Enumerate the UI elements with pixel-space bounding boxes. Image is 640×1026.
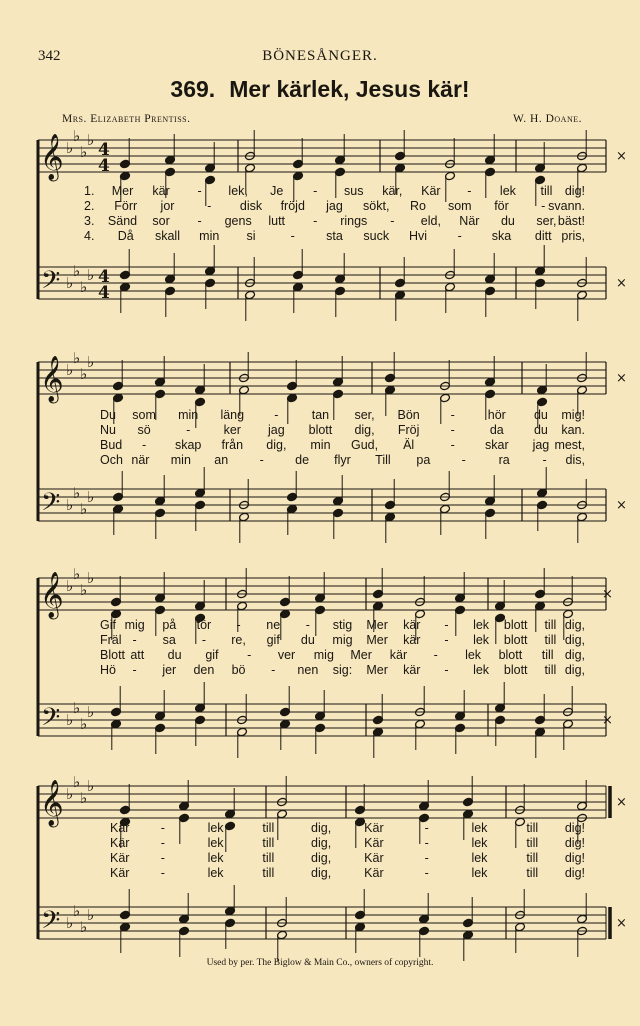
lyric-hyphen: - [450, 408, 455, 422]
lyric-syllable: till [526, 851, 539, 865]
lyric-hyphen: - [433, 648, 438, 662]
lyric-hyphen: - [207, 199, 212, 213]
lyric-syllable: dig! [564, 836, 585, 850]
lyric-syllable: du [533, 423, 548, 437]
lyric-syllable: Kär [110, 851, 130, 865]
lyric-syllable: på [162, 618, 177, 632]
flat-icon: ♭ [80, 500, 88, 518]
lyric-syllable: Mer [111, 184, 134, 198]
lyric-syllable: rings [340, 214, 368, 228]
lyric-syllable: dig, [564, 648, 585, 662]
time-signature-bottom: 4 [98, 283, 110, 303]
flat-icon: ♭ [73, 902, 81, 920]
lyric-syllable: dig! [564, 821, 585, 835]
flat-icon: ♭ [80, 715, 88, 733]
treble-clef-icon: 𝄞 [40, 780, 64, 826]
lyric-syllable: tör [196, 618, 212, 632]
lyric-syllable: sta [326, 229, 343, 243]
lyric-hyphen: - [197, 184, 202, 198]
lyric-syllable: sor [152, 214, 170, 228]
lyric-hyphen: - [160, 851, 165, 865]
lyric-syllable: blott [503, 663, 528, 677]
lyric-syllable: lek [207, 851, 224, 865]
lyric-syllable: mig [124, 618, 145, 632]
lyric-syllable: dig, [564, 663, 585, 677]
lyric-syllable: Fröj [397, 423, 420, 437]
lyric-hyphen: - [424, 851, 429, 865]
lyric-syllable: lek [465, 648, 482, 662]
lyric-syllable: skar [485, 438, 509, 452]
lyric-syllable: till [526, 866, 539, 880]
lyric-syllable: Kär [364, 851, 384, 865]
lyric-hyphen: - [259, 453, 264, 467]
lyric-syllable: till [262, 866, 275, 880]
lyric-syllable: ne [266, 618, 281, 632]
lyric-syllable: fröjd [280, 199, 305, 213]
lyric-syllable: Kär [421, 184, 441, 198]
lyric-syllable: du [167, 648, 182, 662]
lyric-syllable: dig! [564, 866, 585, 880]
lyric-hyphen: - [247, 648, 252, 662]
lyric-syllable: Nu [100, 423, 116, 437]
hymn-title: Mer kärlek, Jesus kär! [229, 76, 470, 102]
lyric-syllable: kär, [382, 184, 403, 198]
lyric-syllable: Gud, [350, 438, 379, 452]
lyric-syllable: kär [403, 633, 421, 647]
lyric-syllable: Kär [364, 821, 384, 835]
treble-clef-icon: 𝄞 [40, 356, 64, 402]
lyric-syllable: dig, [311, 851, 332, 865]
lyric-hyphen: - [450, 438, 455, 452]
lyric-syllable: stig [332, 618, 353, 632]
lyric-syllable: som [132, 408, 156, 422]
lyric-syllable: jor [160, 199, 175, 213]
lyric-syllable: du [300, 633, 315, 647]
lyric-hyphen: - [290, 229, 295, 243]
lyric-syllable: sa [162, 633, 176, 647]
flat-icon: ♭ [73, 484, 81, 502]
flat-icon: ♭ [66, 785, 74, 803]
flat-icon: ♭ [87, 353, 95, 371]
lyric-syllable: till [262, 821, 275, 835]
lyric-hyphen: - [236, 618, 241, 632]
flat-icon: ♭ [87, 569, 95, 587]
bass-clef-icon: 𝄢 [41, 906, 61, 941]
lyric-syllable: när [131, 453, 150, 467]
lyric-syllable: kär [403, 663, 421, 677]
lyric-hyphen: - [444, 618, 449, 632]
lyric-syllable: kär [152, 184, 170, 198]
lyric-syllable: disk [239, 199, 263, 213]
lyric-syllable: lek [471, 851, 488, 865]
lyric-syllable: 1. [84, 184, 95, 198]
lyric-hyphen: - [274, 408, 279, 422]
lyric-syllable: hör [487, 408, 506, 422]
lyric-syllable: ser, [536, 214, 557, 228]
lyric-syllable: till [540, 184, 553, 198]
lyric-syllable: gif [266, 633, 280, 647]
lyric-syllable: Bud [100, 438, 123, 452]
lyric-syllable: skap [174, 438, 202, 452]
lyric-syllable: lek [471, 866, 488, 880]
flat-icon: ♭ [87, 777, 95, 795]
lyric-syllable: jag [532, 438, 550, 452]
rest-icon: × [602, 587, 613, 602]
lyric-syllable: till [544, 663, 557, 677]
hymn-number: 369. [170, 76, 216, 102]
bass-clef-icon: 𝄢 [41, 266, 61, 301]
lyric-syllable: ser, [354, 408, 375, 422]
lyric-hyphen: - [160, 866, 165, 880]
lyric-syllable: du [500, 214, 515, 228]
lyric-syllable: de [295, 453, 310, 467]
lyric-syllable: Kär [110, 836, 130, 850]
lyric-hyphen: - [313, 214, 318, 228]
lyric-hyphen: - [424, 836, 429, 850]
lyric-hyphen: - [132, 633, 137, 647]
lyric-syllable: Du [100, 408, 116, 422]
rest-icon: × [616, 498, 627, 513]
lyric-syllable: lek [207, 836, 224, 850]
lyric-syllable: Kär [364, 836, 384, 850]
lyric-syllable: dig! [564, 184, 585, 198]
lyric-syllable: lek, [228, 184, 248, 198]
rest-icon: × [616, 371, 627, 386]
copyright-credit: Used by per. The Biglow & Main Co., owners of copyright. [206, 958, 434, 968]
lyric-syllable: lek [499, 184, 516, 198]
lyric-syllable: lek [471, 821, 488, 835]
lyric-syllable: blott [498, 648, 523, 662]
treble-clef-icon: 𝄞 [40, 572, 64, 618]
flat-icon: ♭ [80, 918, 88, 936]
lyric-syllable: pa [416, 453, 431, 467]
lyric-syllable: lek [473, 618, 490, 632]
lyric-syllable: 4. [84, 229, 95, 243]
lyric-syllable: bö [231, 663, 246, 677]
lyric-syllable: lek [473, 663, 490, 677]
lyric-syllable: bäst! [557, 214, 585, 228]
lyric-syllable: kan. [561, 423, 585, 437]
flat-icon: ♭ [80, 143, 88, 161]
lyric-syllable: gens [224, 214, 252, 228]
lyric-syllable: dig, [266, 438, 287, 452]
lyric-hyphen: - [160, 821, 165, 835]
rest-icon: × [616, 795, 627, 810]
lyric-syllable: När [459, 214, 480, 228]
lyric-syllable: sökt, [363, 199, 390, 213]
lyric-syllable: lek [207, 821, 224, 835]
lyric-syllable: ditt [534, 229, 552, 243]
flat-icon: ♭ [80, 581, 88, 599]
lyric-syllable: flyr [334, 453, 351, 467]
lyric-syllable: eld, [420, 214, 441, 228]
lyric-syllable: lek [471, 836, 488, 850]
lyric-syllable: svann. [548, 199, 585, 213]
lyric-syllable: min [310, 438, 331, 452]
flat-icon: ♭ [80, 278, 88, 296]
lyric-syllable: sus [344, 184, 364, 198]
lyric-hyphen: - [305, 618, 310, 632]
lyric-hyphen: - [132, 663, 137, 677]
lyric-syllable: Bön [397, 408, 420, 422]
lyric-hyphen: - [186, 423, 191, 437]
lyric-syllable: Je [270, 184, 284, 198]
lyric-syllable: Kär [110, 821, 130, 835]
lyric-syllable: mig [332, 633, 353, 647]
lyric-syllable: min [170, 453, 191, 467]
flat-icon: ♭ [73, 773, 81, 791]
lyric-syllable: gif [205, 648, 219, 662]
lyric-syllable: Äl [403, 438, 415, 452]
lyric-syllable: till [544, 633, 557, 647]
flat-icon: ♭ [66, 914, 74, 932]
treble-clef-icon: 𝄞 [40, 134, 64, 180]
lyric-syllable: dig, [311, 836, 332, 850]
lyric-hyphen: - [450, 423, 455, 437]
lyric-syllable: dig! [564, 851, 585, 865]
lyric-syllable: ker [223, 423, 241, 437]
lyric-syllable: mig [313, 648, 334, 662]
lyric-syllable: mig! [561, 408, 585, 422]
running-head: BÖNESÅNGER. [262, 48, 378, 64]
lyric-syllable: sig: [332, 663, 353, 677]
lyric-hyphen: - [541, 199, 546, 213]
lyric-syllable: ra [498, 453, 510, 467]
time-signature-top: 4 [98, 140, 110, 160]
lyric-syllable: Mer [366, 618, 388, 632]
lyric-syllable: till [541, 648, 554, 662]
rest-icon: × [602, 713, 613, 728]
lyric-hyphen: - [271, 663, 276, 677]
lyric-syllable: ver [277, 648, 296, 662]
lyric-syllable: nen [297, 663, 319, 677]
flat-icon: ♭ [66, 139, 74, 157]
lyric-syllable: dig, [564, 618, 585, 632]
flat-icon: ♭ [66, 274, 74, 292]
lyric-syllable: lek [473, 633, 490, 647]
lyric-syllable: ska [491, 229, 512, 243]
flat-icon: ♭ [66, 496, 74, 514]
lyric-syllable: re, [231, 633, 246, 647]
lyric-syllable: dis, [565, 453, 585, 467]
flat-icon: ♭ [80, 789, 88, 807]
lyric-syllable: Hvi [408, 229, 428, 243]
lyric-syllable: an [214, 453, 229, 467]
flat-icon: ♭ [66, 711, 74, 729]
flat-icon: ♭ [66, 361, 74, 379]
bass-clef-icon: 𝄢 [41, 703, 61, 738]
lyric-syllable: Kär [110, 866, 130, 880]
lyric-syllable: dig, [311, 866, 332, 880]
lyric-syllable: Ro [410, 199, 426, 213]
rest-icon: × [616, 276, 627, 291]
lyric-syllable: Då [117, 229, 134, 243]
lyric-syllable: mest, [554, 438, 585, 452]
lyric-syllable: Kär [364, 866, 384, 880]
flat-icon: ♭ [73, 349, 81, 367]
flat-icon: ♭ [87, 266, 95, 284]
hymn-author: Mrs. Elizabeth Prentiss. [62, 113, 191, 125]
lyric-syllable: Fräl [100, 633, 122, 647]
lyric-syllable: Hö [100, 663, 116, 677]
lyric-syllable: till [526, 836, 539, 850]
flat-icon: ♭ [73, 262, 81, 280]
lyric-syllable: Till [375, 453, 391, 467]
flat-icon: ♭ [73, 565, 81, 583]
lyric-syllable: Sänd [107, 214, 138, 228]
page-number: 342 [38, 48, 61, 64]
lyric-syllable: dig, [354, 423, 375, 437]
lyric-hyphen: - [461, 453, 466, 467]
lyric-syllable: Mer [366, 633, 388, 647]
lyric-hyphen: - [424, 821, 429, 835]
lyric-hyphen: - [390, 214, 395, 228]
lyric-hyphen: - [424, 866, 429, 880]
lyric-syllable: min [199, 229, 220, 243]
lyric-syllable: Mer [350, 648, 372, 662]
lyric-syllable: läng [220, 408, 245, 422]
lyric-syllable: Blott [100, 648, 126, 662]
lyric-syllable: du [533, 408, 548, 422]
lyric-syllable: dig, [564, 633, 585, 647]
lyric-syllable: från [221, 438, 244, 452]
flat-icon: ♭ [87, 703, 95, 721]
lyric-syllable: till [262, 836, 275, 850]
lyric-syllable: jag [326, 199, 343, 213]
lyric-syllable: Gif [100, 618, 116, 632]
time-signature-top: 4 [98, 267, 110, 287]
lyric-syllable: till [526, 821, 539, 835]
lyric-hyphen: - [457, 229, 462, 243]
lyric-hyphen: - [542, 453, 547, 467]
lyric-syllable: blott [503, 633, 528, 647]
lyric-syllable: till [262, 851, 275, 865]
lyric-syllable: Och [100, 453, 123, 467]
lyric-syllable: Förr [114, 199, 138, 213]
bass-clef-icon: 𝄢 [41, 488, 61, 523]
lyric-syllable: si [246, 229, 256, 243]
flat-icon: ♭ [87, 131, 95, 149]
lyric-syllable: suck [363, 229, 390, 243]
lyric-syllable: blott [308, 423, 333, 437]
lyric-syllable: da [489, 423, 504, 437]
lyric-hyphen: - [444, 633, 449, 647]
lyric-syllable: skall [154, 229, 181, 243]
lyric-hyphen: - [197, 214, 202, 228]
lyric-syllable: tan [311, 408, 330, 422]
lyric-syllable: 2. [84, 199, 95, 213]
time-signature-bottom: 4 [98, 156, 110, 176]
lyric-syllable: lutt [268, 214, 286, 228]
lyric-hyphen: - [160, 836, 165, 850]
flat-icon: ♭ [66, 577, 74, 595]
lyric-syllable: dig, [311, 821, 332, 835]
lyric-hyphen: - [467, 184, 472, 198]
flat-icon: ♭ [87, 906, 95, 924]
hymn-composer: W. H. Doane. [512, 113, 582, 125]
lyric-syllable: pris, [561, 229, 585, 243]
flat-icon: ♭ [73, 127, 81, 145]
lyric-syllable: Mer [366, 663, 388, 677]
lyric-hyphen: - [444, 663, 449, 677]
flat-icon: ♭ [80, 365, 88, 383]
lyric-hyphen: - [201, 633, 207, 647]
lyric-hyphen: - [142, 438, 147, 452]
lyric-syllable: jag [268, 423, 285, 437]
lyric-syllable: jer [162, 663, 177, 677]
lyric-syllable: att [130, 648, 145, 662]
lyric-syllable: till [544, 618, 557, 632]
rest-icon: × [616, 149, 627, 164]
lyric-syllable: blott [503, 618, 528, 632]
flat-icon: ♭ [87, 488, 95, 506]
rest-icon: × [616, 916, 627, 931]
lyric-hyphen: - [313, 184, 318, 198]
lyric-syllable: den [193, 663, 215, 677]
lyric-syllable: för [494, 199, 509, 213]
lyric-syllable: sö [137, 423, 151, 437]
lyric-syllable: 3. [84, 214, 95, 228]
lyric-syllable: lek [207, 866, 224, 880]
flat-icon: ♭ [73, 699, 81, 717]
lyric-syllable: kär [403, 618, 421, 632]
lyric-syllable: min [178, 408, 199, 422]
lyric-syllable: kär [389, 648, 408, 662]
lyric-syllable: som [447, 199, 472, 213]
